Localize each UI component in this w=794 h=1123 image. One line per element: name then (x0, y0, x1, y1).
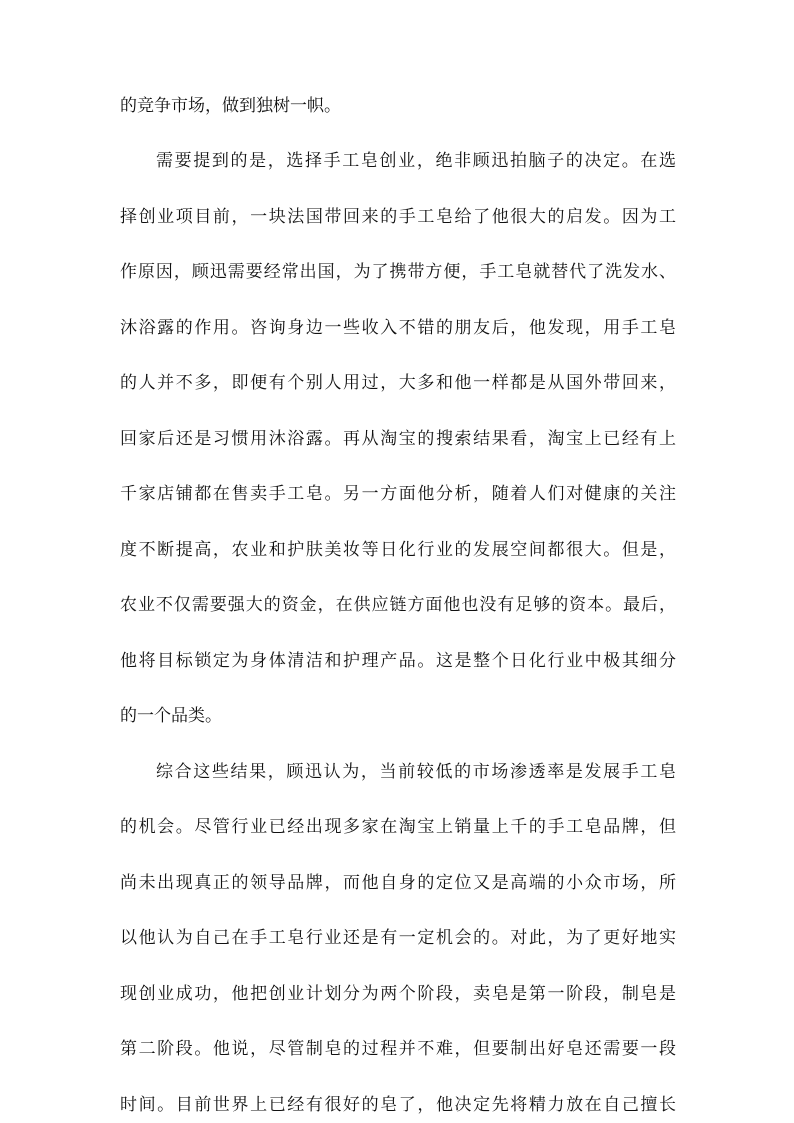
text-line: 以他认为自己在手工皂行业还是有一定机会的。对此，为了更好地实 (120, 928, 676, 948)
paragraph-first-line: 综合这些结果，顾迅认为，当前较低的市场渗透率是发展手工皂 (156, 762, 676, 782)
text-line: 的人并不多，即便有个别人用过，大多和他一样都是从国外带回来， (120, 373, 676, 393)
text-line: 沐浴露的作用。咨询身边一些收入不错的朋友后，他发现，用手工皂 (120, 318, 676, 338)
text-line: 现创业成功，他把创业计划分为两个阶段，卖皂是第一阶段，制皂是 (120, 984, 676, 1004)
text-line: 回家后还是习惯用沐浴露。再从淘宝的搜索结果看，淘宝上已经有上 (120, 429, 676, 449)
text-line: 度不断提高，农业和护肤美妆等日化行业的发展空间都很大。但是， (120, 540, 676, 560)
text-line: 作原因，顾迅需要经常出国，为了携带方便，手工皂就替代了洗发水、 (120, 262, 676, 282)
text-line: 千家店铺都在售卖手工皂。另一方面他分析，随着人们对健康的关注 (120, 484, 676, 504)
text-line: 农业不仅需要强大的资金，在供应链方面他也没有足够的资本。最后， (120, 595, 676, 615)
paragraph-first-line: 需要提到的是，选择手工皂创业，绝非顾迅拍脑子的决定。在选 (156, 151, 676, 171)
text-line: 尚未出现真正的领导品牌，而他自身的定位又是高端的小众市场，所 (120, 873, 676, 893)
text-line: 的一个品类。 (120, 706, 222, 726)
text-line: 第二阶段。他说，尽管制皂的过程并不难，但要制出好皂还需要一段 (120, 1039, 676, 1059)
text-line: 择创业项目前，一块法国带回来的手工皂给了他很大的启发。因为工 (120, 207, 676, 227)
text-line: 他将目标锁定为身体清洁和护理产品。这是整个日化行业中极其细分 (120, 651, 676, 671)
text-line: 时间。目前世界上已经有很好的皂了，他决定先将精力放在自己擅长 (120, 1095, 676, 1115)
text-line: 的机会。尽管行业已经出现多家在淘宝上销量上千的手工皂品牌，但 (120, 817, 676, 837)
text-line: 的竞争市场，做到独树一帜。 (120, 96, 341, 116)
